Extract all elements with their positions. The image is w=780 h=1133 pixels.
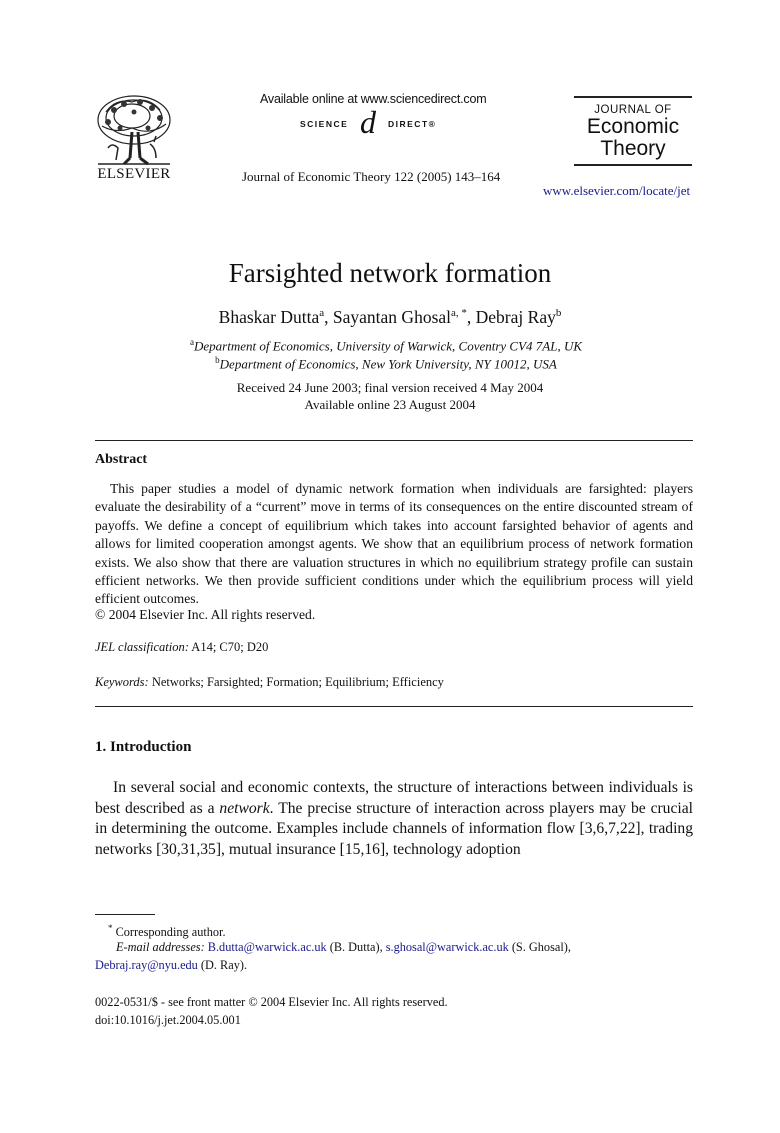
email-owner: (D. Ray).	[197, 958, 248, 972]
email-owner: (S. Ghosal),	[508, 940, 571, 954]
masthead-line1: JOURNAL OF	[594, 104, 672, 116]
footnote-corresponding	[108, 923, 226, 940]
affiliation-text: Department of Economics, New York University, NY 10012, USA	[219, 356, 557, 372]
author-affil-mark: b	[555, 307, 562, 320]
abstract-body: This paper studies a model of dynamic network formation when individuals are farsighted: players evaluate the desirability of a “current” move in terms of its consequences on the entire discounted stream of payoffs. We define a concept of equilibrium which takes into account farsighted behavior of agents and allows for limited cooperation amongst agents. We show that an equilibrium process of network formation exists. We also show that there are valuation structures in which no equilibrium strategy profile can sustain efficient networks. We then provide sufficient conditions under which the equilibrium process will yield efficient outcomes.	[95, 481, 693, 607]
introduction-paragraph	[95, 778, 693, 860]
affiliation	[0, 337, 776, 354]
keywords-label: Keywords:	[95, 675, 149, 689]
masthead-rule-top	[574, 96, 692, 98]
footnote-rule	[95, 914, 155, 915]
front-matter: 0022-0531/$ - see front matter © 2004 Elsevier Inc. All rights reserved.	[95, 995, 448, 1009]
masthead-line3: Theory	[600, 137, 666, 160]
author-list	[0, 307, 780, 328]
sd-logo-left: SCIENCE	[300, 119, 349, 129]
author-separator: ,	[324, 307, 333, 327]
author-name: Sayantan Ghosal	[332, 307, 452, 327]
intro-text: In several social and economic contexts, the structure of interactions between individuals is best described as a	[95, 779, 693, 817]
available-date: Available online 23 August 2004	[304, 397, 476, 412]
divider-top	[95, 440, 693, 441]
jel-classification	[95, 640, 268, 655]
intro-emphasis: network	[219, 799, 270, 817]
journal-url-link[interactable]: www.elsevier.com/locate/jet	[543, 183, 691, 198]
journal-reference: Journal of Economic Theory 122 (2005) 143–164	[242, 169, 501, 184]
abstract-copyright: © 2004 Elsevier Inc. All rights reserved.	[95, 607, 316, 622]
email-owner: (B. Dutta),	[326, 940, 386, 954]
email-link[interactable]: Debraj.ray@nyu.edu	[95, 958, 198, 972]
sd-logo-right: DIRECT®	[388, 119, 437, 129]
section-heading: 1. Introduction	[95, 739, 192, 755]
keywords-list: Networks; Farsighted; Formation; Equilibrium; Efficiency	[148, 675, 444, 689]
author-affil-mark: a, *	[451, 307, 467, 320]
affiliation	[0, 355, 776, 372]
footnote-mark: *	[108, 923, 113, 933]
masthead-rule-bottom	[574, 164, 692, 166]
footnote-emails-cont	[95, 958, 247, 973]
footnote-emails	[116, 940, 571, 955]
affiliation-text: Department of Economics, University of Warwick, Coventry CV4 7AL, UK	[193, 338, 583, 354]
divider-bottom	[95, 706, 693, 707]
doi[interactable]: doi:10.1016/j.jet.2004.05.001	[95, 1013, 241, 1027]
sciencedirect-logo	[300, 104, 460, 140]
email-label: E-mail addresses:	[116, 940, 205, 954]
masthead-line2: Economic	[586, 115, 680, 138]
available-online-text: Available online at www.sciencedirect.com	[260, 92, 487, 106]
affiliation-mark: b	[215, 355, 220, 365]
article-title: Farsighted network formation	[228, 258, 552, 288]
keywords	[95, 675, 444, 690]
received-dates: Received 24 June 2003; final version received 4 May 2004	[236, 380, 544, 395]
email-link[interactable]: s.ghosal@warwick.ac.uk	[385, 940, 509, 954]
sd-logo-at: d	[360, 104, 376, 140]
jel-codes: A14; C70; D20	[188, 640, 269, 654]
author-name: Bhaskar Dutta	[218, 307, 320, 327]
intro-text: . The precise structure of interaction across players may be crucial in determining the outcome. Examples include channels of information flow [3,6,7,22], trading networks [30,31,35], mutual insurance [15,16], technology adoption	[95, 799, 693, 858]
jel-label: JEL classification:	[95, 640, 189, 654]
author-affil-mark: a	[319, 307, 325, 320]
author-separator: ,	[466, 307, 476, 327]
footnote-text: Corresponding author.	[112, 925, 226, 940]
author-name: Debraj Ray	[475, 307, 556, 327]
journal-masthead	[574, 96, 692, 166]
abstract-heading: Abstract	[95, 452, 148, 467]
publisher-name: ELSEVIER	[97, 166, 171, 182]
affiliation-mark: a	[189, 337, 194, 347]
email-link[interactable]: B.dutta@warwick.ac.uk	[207, 940, 327, 954]
